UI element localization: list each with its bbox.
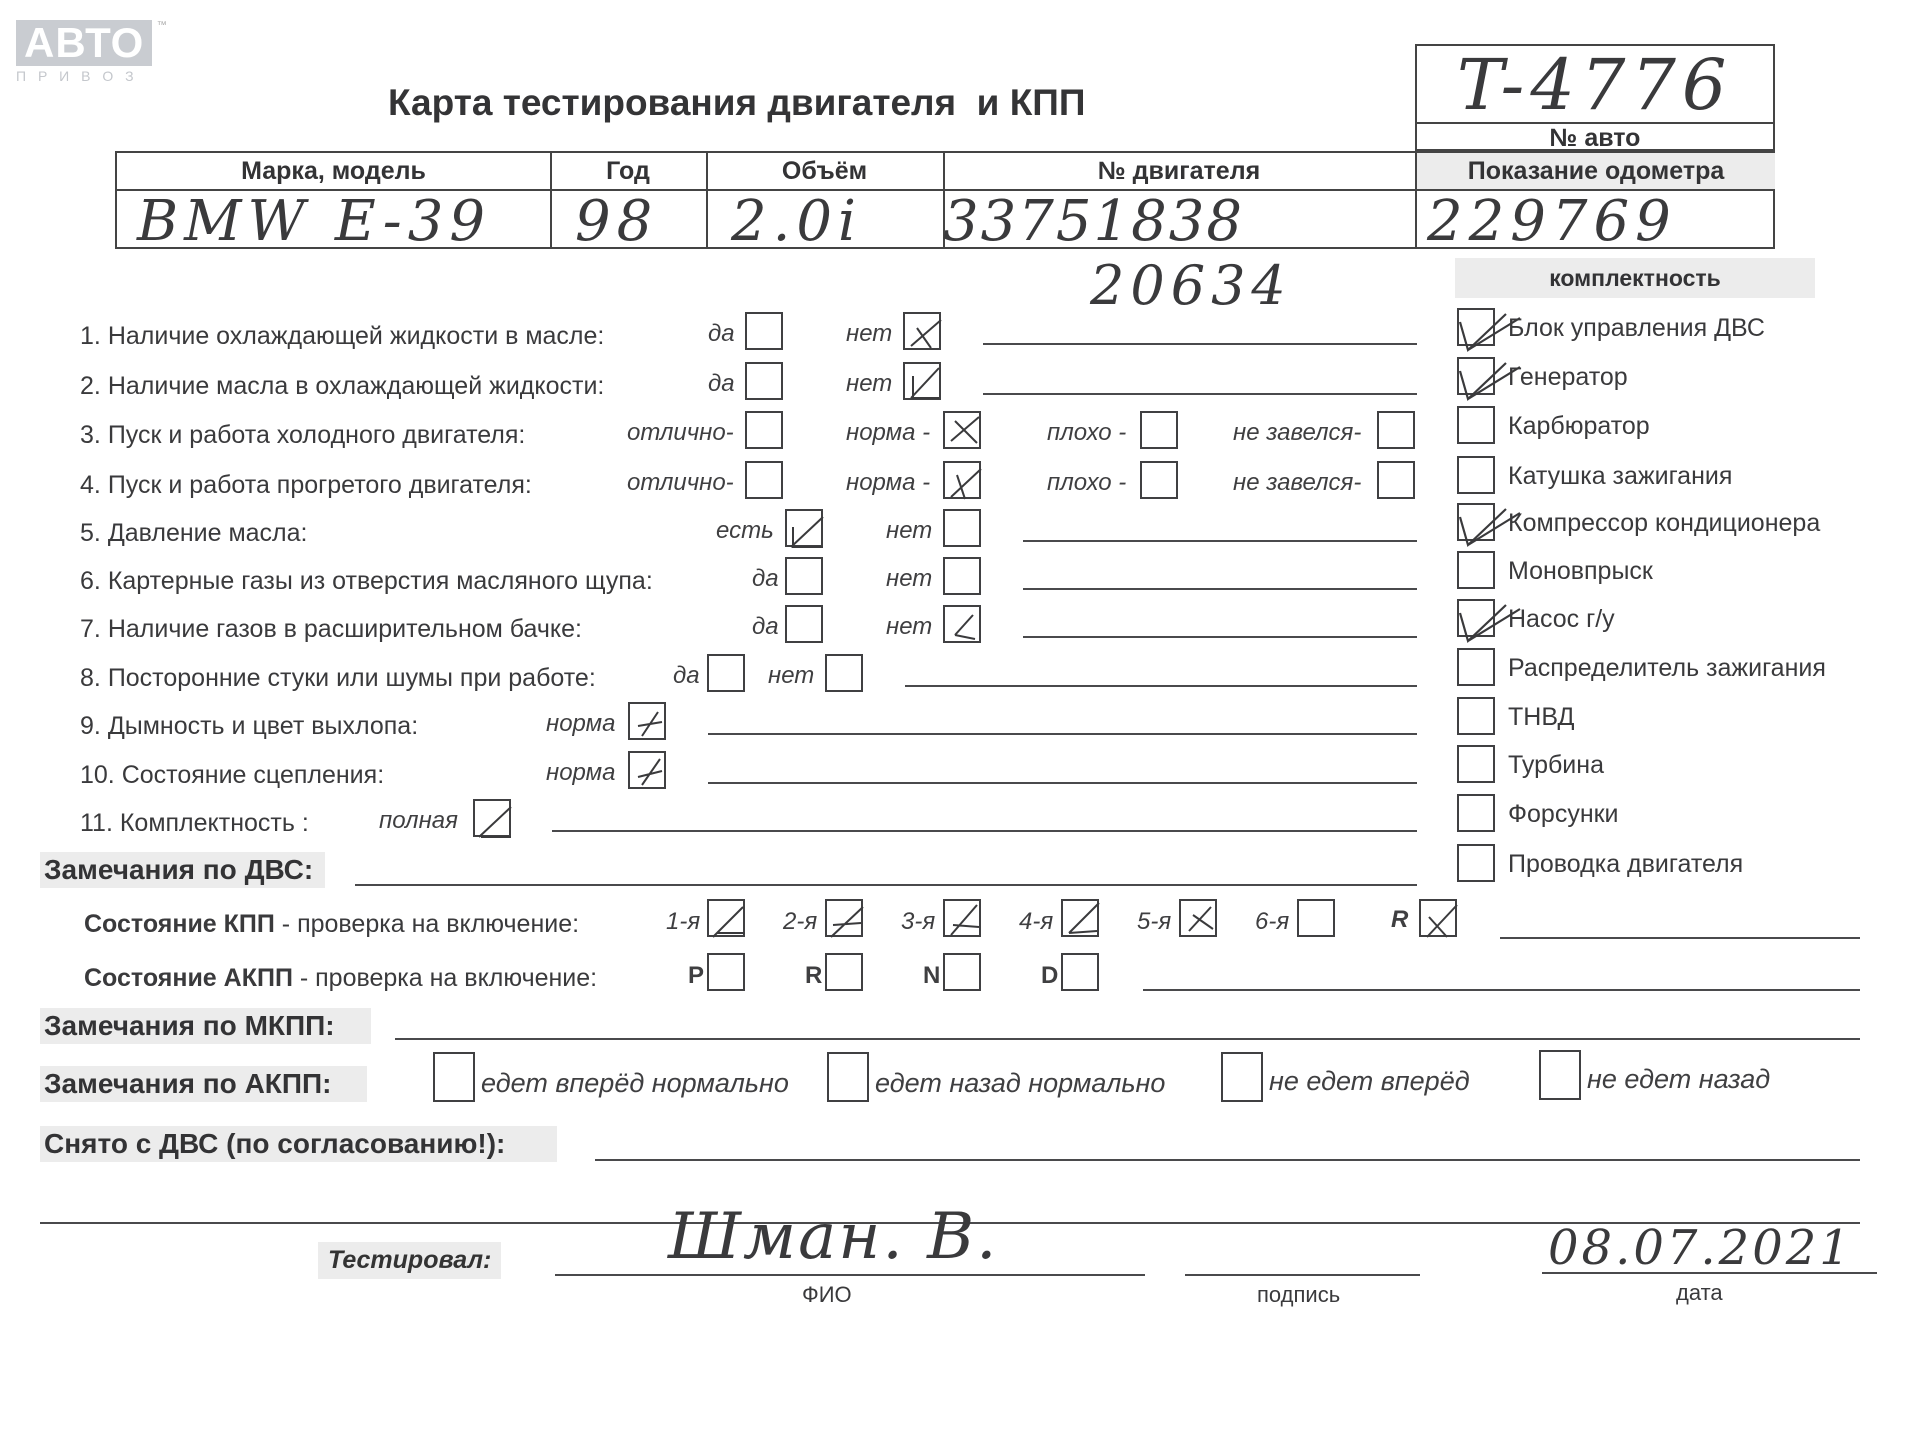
date-line [1542, 1272, 1877, 1274]
kit-checkmarks [1450, 290, 1540, 910]
underline [905, 685, 1417, 687]
checkbox[interactable] [1377, 461, 1415, 499]
akpp-pos-label: P [688, 962, 705, 989]
check-mark-icon [1460, 363, 1520, 399]
akpp-label: Состояние АКПП - проверка на включение: [84, 964, 598, 992]
kit-item-label: Моновпрыск [1508, 557, 1653, 585]
akpp-line [1143, 989, 1860, 991]
opt-label: нет [886, 613, 933, 640]
checkbox-checked[interactable] [943, 605, 981, 643]
akpp-remark-option: едет назад нормально [875, 1068, 1166, 1098]
kit-item-label: Генератор [1508, 363, 1628, 391]
checkbox-checked[interactable] [943, 411, 981, 449]
akpp-pos-label: D [1041, 962, 1059, 989]
value-year: 98 [575, 189, 659, 254]
opt-label: есть [716, 517, 774, 544]
check-mark-icon [473, 793, 517, 841]
check-mark-icon [707, 893, 751, 941]
checkbox[interactable] [785, 605, 823, 643]
opt-label: да [708, 370, 735, 397]
kpp-label-bold: Состояние КПП [84, 910, 275, 938]
page-title: Карта тестирования двигателя и КПП [388, 82, 1086, 123]
kit-item-label: Катушка зажигания [1508, 462, 1733, 490]
item-2: 2. Наличие масла в охлаждающей жидкости: [80, 372, 605, 400]
check-mark-icon [903, 306, 947, 354]
tested-by-label: Тестировал: [318, 1242, 501, 1279]
logo-sub: П Р И В О З [16, 68, 138, 84]
gear-label: 2-я [783, 908, 818, 935]
checkbox[interactable] [707, 654, 745, 692]
checkbox[interactable] [825, 654, 863, 692]
item-4: 4. Пуск и работа прогретого двигателя: [80, 471, 532, 499]
checkbox[interactable] [1140, 461, 1178, 499]
underline [1023, 588, 1417, 590]
kit-item-label: Форсунки [1508, 800, 1619, 828]
akpp-remark-option: не едет вперёд [1269, 1066, 1470, 1096]
item-3: 3. Пуск и работа холодного двигателя: [80, 421, 526, 449]
akpp-pos-label: R [805, 962, 823, 989]
checkbox-checked[interactable] [473, 799, 511, 837]
removed-line [595, 1159, 1860, 1161]
checkbox-checked[interactable] [628, 751, 666, 789]
opt-label: нет [886, 517, 933, 544]
checkbox[interactable] [1377, 411, 1415, 449]
gear-checkbox-checked[interactable] [943, 899, 981, 937]
fio-value: Шман. В. [668, 1200, 999, 1274]
check-mark-icon [943, 405, 987, 453]
akpp-checkbox[interactable] [1061, 953, 1099, 991]
akpp-remark-checkbox[interactable] [433, 1052, 475, 1102]
check-mark-icon [628, 696, 672, 744]
opt-label: да [752, 565, 779, 592]
gear-checkbox-checked[interactable] [1179, 899, 1217, 937]
checkbox[interactable] [745, 461, 783, 499]
check-mark-icon [1460, 509, 1520, 545]
sign-line [1185, 1274, 1420, 1276]
opt-label: да [708, 320, 735, 347]
col-header-volume: Объём [781, 157, 868, 185]
check-mark-icon [1419, 893, 1463, 941]
logo-main: АВТО [16, 20, 152, 66]
gear-checkbox-checked[interactable] [707, 899, 745, 937]
kit-item-label: Проводка двигателя [1508, 850, 1744, 878]
opt-label: нет [846, 320, 893, 347]
item-7: 7. Наличие газов в расширительном бачке: [80, 615, 582, 643]
opt-label: нет [768, 662, 815, 689]
col-header-engine-no: № двигателя [1097, 157, 1261, 185]
remarks-dvs-label: Замечания по ДВС: [40, 852, 325, 888]
opt-label: не завелся- [1233, 419, 1362, 446]
remarks-mkpp-label: Замечания по МКПП: [40, 1008, 371, 1044]
check-mark-icon [825, 893, 869, 941]
kit-item-label: Блок управления ДВС [1508, 314, 1765, 342]
opt-label: да [673, 662, 700, 689]
opt-label: да [752, 613, 779, 640]
akpp-remark-checkbox[interactable] [1539, 1050, 1581, 1100]
value-engine-no: 33751838 [943, 189, 1245, 254]
item-5: 5. Давление масла: [80, 519, 308, 547]
underline [983, 343, 1417, 345]
checkbox-checked[interactable] [943, 461, 981, 499]
gear-checkbox-checked[interactable] [825, 899, 863, 937]
gear-label: R [1391, 906, 1409, 933]
opt-label: не завелся- [1233, 469, 1362, 496]
checkbox[interactable] [745, 362, 783, 400]
akpp-remark-checkbox[interactable] [1221, 1052, 1263, 1102]
check-mark-icon [1061, 893, 1105, 941]
opt-label: норма [546, 759, 616, 786]
check-mark-icon [628, 745, 672, 793]
checkbox[interactable] [1140, 411, 1178, 449]
akpp-checkbox[interactable] [943, 953, 981, 991]
auto-number-label: № авто [1417, 122, 1773, 153]
opt-label: полная [379, 807, 458, 834]
akpp-pos-label: N [923, 962, 941, 989]
remarks-mkpp-line [395, 1038, 1860, 1040]
item-9: 9. Дымность и цвет выхлопа: [80, 712, 419, 740]
check-mark-icon [903, 356, 947, 404]
check-mark-icon [1460, 605, 1520, 641]
kit-title: комплектность [1455, 258, 1815, 298]
akpp-remark-checkbox[interactable] [827, 1052, 869, 1102]
gear-label: 6-я [1255, 908, 1290, 935]
opt-label: отлично- [627, 469, 734, 496]
opt-label: плохо - [1047, 419, 1127, 446]
col-header-model: Марка, модель [241, 157, 426, 185]
checkbox[interactable] [745, 411, 783, 449]
gear-checkbox-checked[interactable] [1061, 899, 1099, 937]
checkbox-checked[interactable] [628, 702, 666, 740]
col-header-odometer: Показание одометра [1417, 153, 1775, 189]
akpp-remark-option: не едет назад [1587, 1064, 1771, 1094]
gear-label: 5-я [1137, 908, 1172, 935]
opt-label: нет [886, 565, 933, 592]
underline [983, 393, 1417, 395]
underline [552, 830, 1417, 832]
opt-label: плохо - [1047, 469, 1127, 496]
opt-label: норма [546, 710, 616, 737]
col-header-year: Год [606, 157, 650, 185]
gear-label: 3-я [901, 908, 936, 935]
date-value: 08.07.2021 [1548, 1220, 1853, 1276]
kit-item-label: ТНВД [1508, 703, 1575, 731]
opt-label: отлично- [627, 419, 734, 446]
gear-label: 1-я [666, 908, 701, 935]
kit-item-label: Распределитель зажигания [1508, 654, 1826, 682]
gear-label: 4-я [1019, 908, 1054, 935]
remarks-akpp-label: Замечания по АКПП: [40, 1066, 367, 1102]
gear-checkbox[interactable] [1297, 899, 1335, 937]
kit-item-label: Компрессор кондиционера [1508, 509, 1821, 537]
kpp-label: Состояние КПП - проверка на включение: [84, 910, 580, 938]
date-caption: дата [1676, 1280, 1723, 1305]
checkbox-checked[interactable] [785, 509, 823, 547]
checkbox[interactable] [943, 557, 981, 595]
value-odometer: 229769 [1427, 189, 1677, 254]
kit-item-label: Турбина [1508, 751, 1604, 779]
extra-number: 20634 [1090, 254, 1292, 317]
kpp-line [1500, 937, 1860, 939]
underline [1023, 540, 1417, 542]
remarks-dvs-line [355, 884, 1417, 886]
item-6: 6. Картерные газы из отверстия масляного щупа: [80, 567, 653, 595]
vehicle-table [115, 151, 1775, 254]
checkbox-checked[interactable] [903, 362, 941, 400]
item-10: 10. Состояние сцепления: [80, 761, 385, 789]
auto-number-value: T-4776 [1457, 44, 1733, 126]
sign-caption: подпись [1257, 1282, 1341, 1307]
check-mark-icon [943, 599, 987, 647]
fio-caption: ФИО [802, 1282, 852, 1307]
value-volume: 2.0i [731, 189, 862, 254]
checkbox[interactable] [943, 509, 981, 547]
akpp-remark-option: едет вперёд нормально [481, 1068, 789, 1098]
underline [1023, 636, 1417, 638]
opt-label: нет [846, 370, 893, 397]
opt-label: норма - [846, 419, 931, 446]
underline [708, 782, 1417, 784]
checkbox[interactable] [745, 312, 783, 350]
check-mark-icon [785, 503, 829, 551]
gear-checkbox-checked[interactable] [1419, 899, 1457, 937]
checkbox-checked[interactable] [903, 312, 941, 350]
auto-number-box [1415, 44, 1775, 151]
akpp-label-bold: Состояние АКПП [84, 964, 293, 992]
akpp-checkbox[interactable] [825, 953, 863, 991]
kit-item-label: Насос г/у [1508, 605, 1615, 633]
check-mark-icon [943, 893, 987, 941]
removed-label: Снято с ДВС (по согласованию!): [40, 1126, 557, 1162]
checkbox[interactable] [785, 557, 823, 595]
check-mark-icon [1179, 893, 1223, 941]
value-model: BMW E-39 [137, 189, 491, 254]
akpp-checkbox[interactable] [707, 953, 745, 991]
item-1: 1. Наличие охлаждающей жидкости в масле: [80, 322, 605, 350]
logo-tm: ™ [156, 20, 167, 31]
fio-line [555, 1274, 1145, 1276]
item-11: 11. Комплектность : [80, 809, 309, 837]
check-mark-icon [1460, 314, 1520, 350]
check-mark-icon [943, 455, 987, 503]
kit-item-label: Карбюратор [1508, 412, 1650, 440]
opt-label: норма - [846, 469, 931, 496]
logo [16, 20, 167, 84]
item-8: 8. Посторонние стуки или шумы при работе: [80, 664, 596, 692]
underline [708, 733, 1417, 735]
